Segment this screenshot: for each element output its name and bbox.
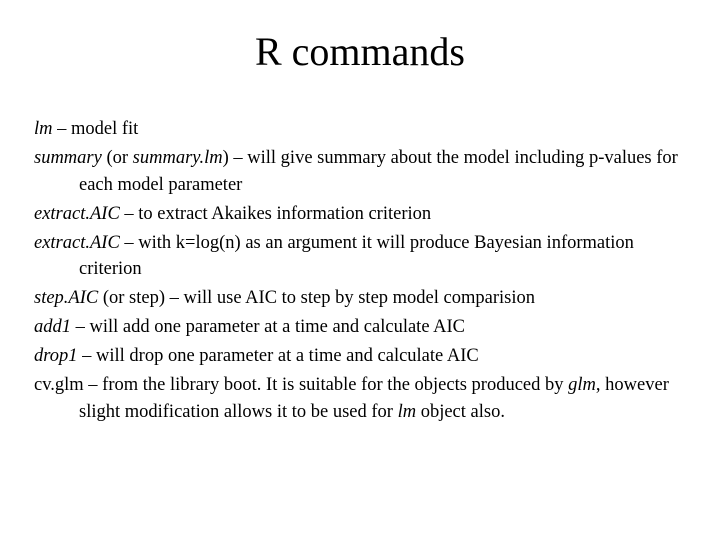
command-description: – will add one parameter at a time and calculate AIC [71,317,465,337]
command-text: (or [101,148,133,168]
command-list [34,116,694,428]
list-item-extract-aic-bic [34,230,694,283]
list-item-add1 [34,314,694,341]
command-name: lm [34,119,53,139]
command-description: – model fit [52,119,139,139]
command-text-end: object also. [416,401,505,422]
command-text: , however slight modification allows it to be used for [79,375,674,422]
command-name-alt: summary.lm [132,148,223,168]
list-item-summary [34,145,694,198]
command-name: extract.AIC [34,203,120,224]
command-name-lm: lm [397,401,417,422]
list-item-drop1 [34,343,694,370]
list-item-lm [34,116,694,143]
command-description: – will drop one parameter at a time and calculate AIC [77,346,479,366]
list-item-cv-glm [34,372,694,425]
command-description: – to extract Akaikes information criterion [119,203,432,224]
command-description: (or step) – will use AIC to step by step model comparision [98,288,535,308]
command-name: drop1 [34,346,78,366]
slide-title: R commands [255,29,465,74]
command-name-glm: glm [568,375,596,395]
command-name: step.AIC [34,288,99,308]
command-description: cv.glm – from the library boot. It is suitable for the objects produced by [34,375,569,395]
list-item-step-aic [34,285,694,312]
command-description: – with k=log(n) as an argument it will produce Bayesian information criterion [79,232,639,279]
command-name: summary [34,148,102,168]
command-name: add1 [34,317,71,337]
command-description: ) – will give summary about the model including p-values for each model parameter [79,148,683,195]
list-item-extract-aic [34,201,694,228]
command-name: extract.AIC [34,232,120,253]
